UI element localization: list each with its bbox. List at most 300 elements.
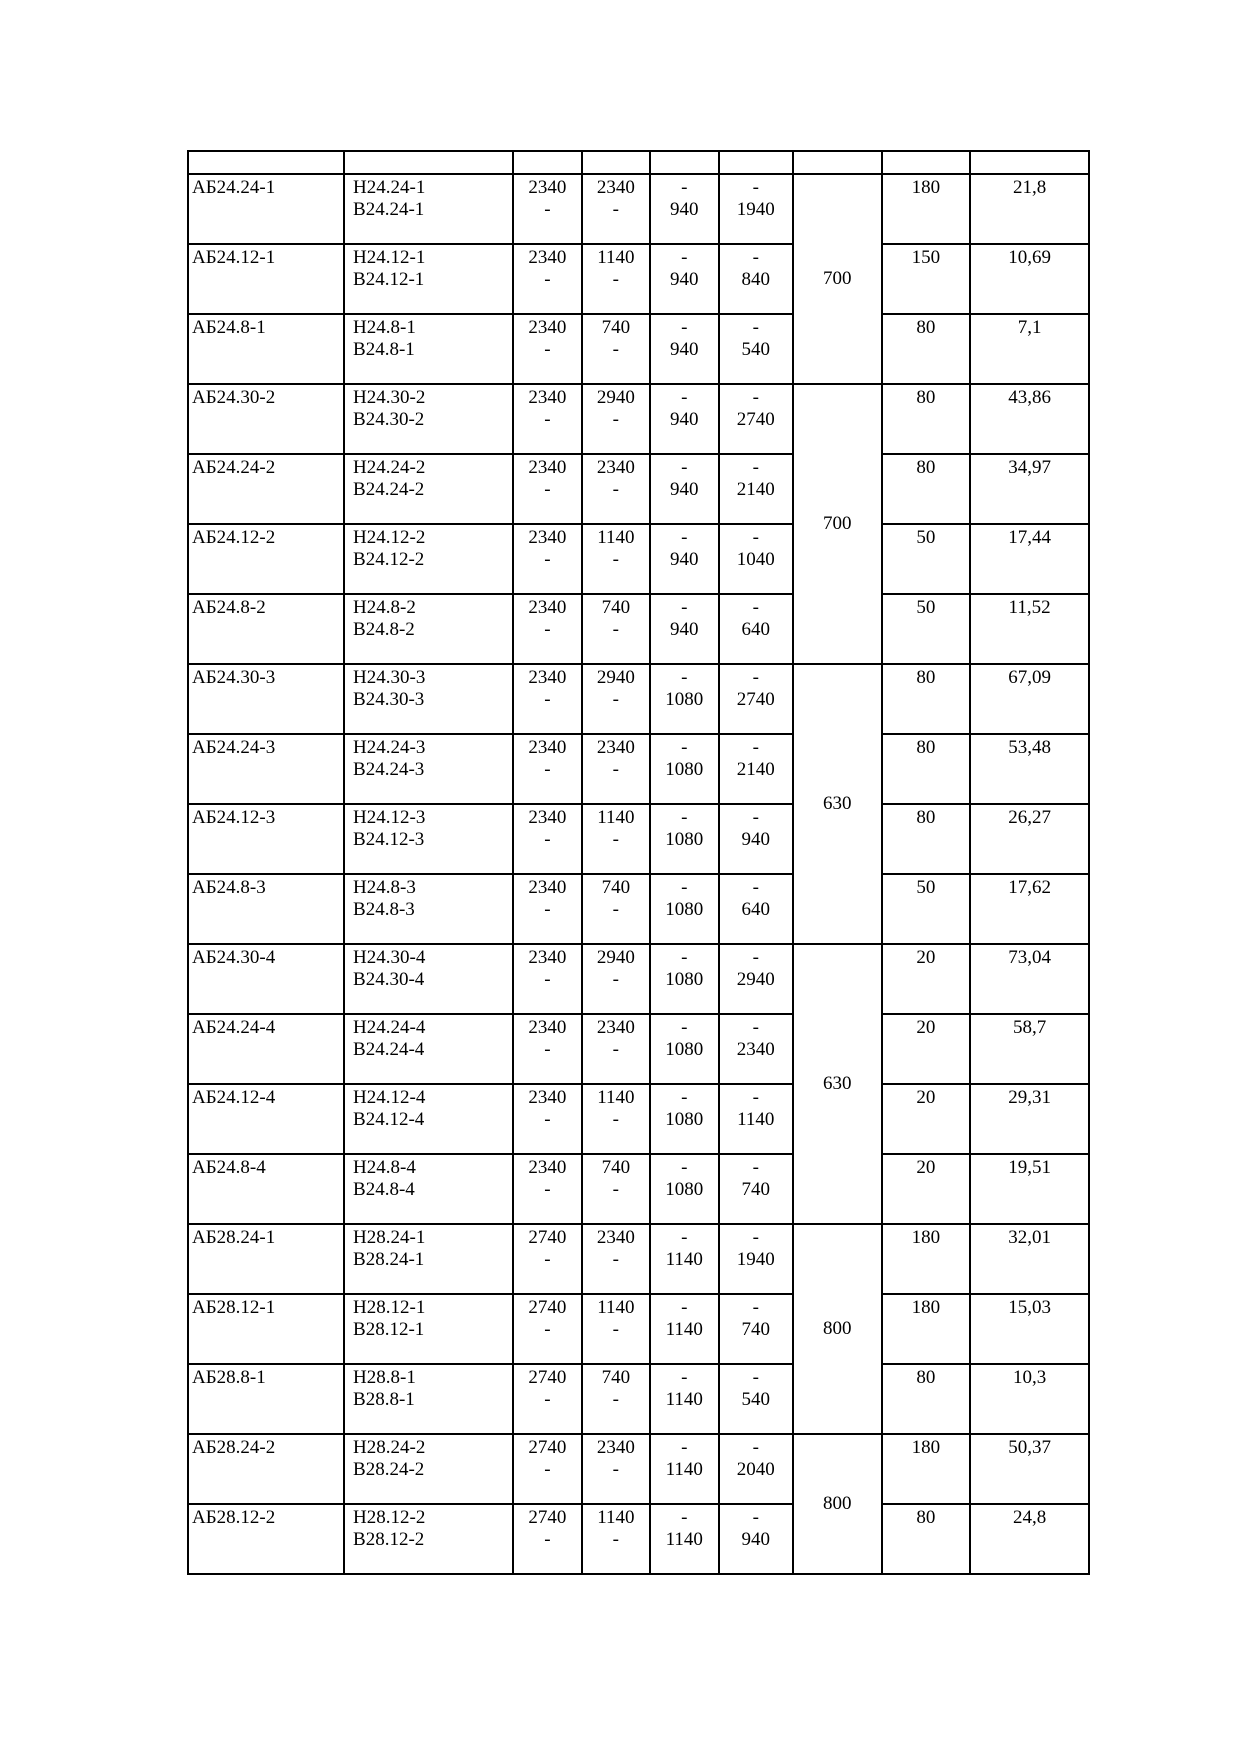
dash-mark: - bbox=[681, 1437, 688, 1458]
table-body bbox=[188, 151, 1089, 1574]
quantity-value: 80 bbox=[916, 807, 936, 828]
dimension-cell-c bbox=[650, 1014, 718, 1084]
dimension-cell-d bbox=[719, 1294, 793, 1364]
quantity-cell bbox=[882, 1084, 971, 1154]
upper-part-code: В24.24-4 bbox=[353, 1039, 425, 1060]
product-code: АБ24.8-4 bbox=[192, 1157, 266, 1178]
lower-part-code: Н24.12-4 bbox=[353, 1087, 426, 1108]
mass-cell bbox=[970, 664, 1089, 734]
quantity-cell bbox=[882, 1294, 971, 1364]
mass-value: 67,09 bbox=[1008, 667, 1051, 688]
lower-part-code: Н24.24-4 bbox=[353, 1017, 426, 1038]
product-code: АБ28.12-2 bbox=[192, 1507, 276, 1528]
product-code-cell bbox=[188, 1504, 344, 1574]
dash-mark: - bbox=[612, 689, 619, 710]
dash-mark: - bbox=[681, 387, 688, 408]
upper-part-code: В24.30-2 bbox=[353, 409, 425, 430]
mass-value: 32,01 bbox=[1008, 1227, 1051, 1248]
dash-mark: - bbox=[681, 1507, 688, 1528]
upper-part-code: В24.24-1 bbox=[353, 199, 425, 220]
dash-mark: - bbox=[544, 339, 551, 360]
product-code-cell bbox=[188, 1294, 344, 1364]
header-cell bbox=[188, 151, 344, 174]
mass-value: 19,51 bbox=[1008, 1157, 1051, 1178]
dimension-value: 2340 bbox=[596, 177, 635, 198]
group-value: 700 bbox=[823, 268, 852, 289]
product-code: АБ24.12-2 bbox=[192, 527, 276, 548]
dash-mark: - bbox=[681, 737, 688, 758]
product-code: АБ24.8-2 bbox=[192, 597, 266, 618]
dimension-cell-b bbox=[582, 1014, 650, 1084]
dash-mark: - bbox=[544, 1179, 551, 1200]
dimension-cell-b bbox=[582, 1084, 650, 1154]
mass-cell bbox=[970, 1364, 1089, 1434]
dimension-cell-c bbox=[650, 1224, 718, 1294]
dimension-cell-a bbox=[513, 1504, 581, 1574]
dimension-value: 2340 bbox=[528, 667, 567, 688]
dash-mark: - bbox=[544, 689, 551, 710]
dimension-cell-d bbox=[719, 314, 793, 384]
dash-mark: - bbox=[681, 597, 688, 618]
dimension-value: 1080 bbox=[665, 899, 704, 920]
upper-part-code: В24.8-3 bbox=[353, 899, 415, 920]
group-value-cell bbox=[793, 664, 882, 944]
dimension-value: 640 bbox=[741, 619, 770, 640]
table-row bbox=[188, 1224, 1089, 1294]
dimension-value: 1140 bbox=[665, 1459, 703, 1480]
mass-cell bbox=[970, 1084, 1089, 1154]
dimension-cell-d bbox=[719, 1224, 793, 1294]
components-cell bbox=[344, 454, 513, 524]
dimension-cell-d bbox=[719, 524, 793, 594]
header-cell bbox=[344, 151, 513, 174]
dimension-value: 2740 bbox=[528, 1367, 567, 1388]
product-code: АБ24.24-1 bbox=[192, 177, 276, 198]
dimension-cell-d bbox=[719, 734, 793, 804]
dimension-cell-b bbox=[582, 244, 650, 314]
dash-mark: - bbox=[752, 177, 759, 198]
dash-mark: - bbox=[681, 1297, 688, 1318]
quantity-value: 80 bbox=[916, 457, 936, 478]
dash-mark: - bbox=[681, 1017, 688, 1038]
product-code-cell bbox=[188, 594, 344, 664]
dimension-value: 2340 bbox=[528, 1017, 567, 1038]
upper-part-code: В28.24-2 bbox=[353, 1459, 425, 1480]
dimension-cell-a bbox=[513, 1224, 581, 1294]
quantity-value: 20 bbox=[916, 1087, 936, 1108]
dimension-value: 940 bbox=[670, 199, 699, 220]
quantity-value: 80 bbox=[916, 667, 936, 688]
product-code-cell bbox=[188, 454, 344, 524]
dimension-value: 2940 bbox=[596, 387, 635, 408]
product-code: АБ28.8-1 bbox=[192, 1367, 266, 1388]
dimension-value: 1140 bbox=[597, 247, 635, 268]
dimension-value: 1140 bbox=[597, 527, 635, 548]
mass-value: 53,48 bbox=[1008, 737, 1051, 758]
dash-mark: - bbox=[544, 199, 551, 220]
dash-mark: - bbox=[681, 1087, 688, 1108]
quantity-value: 80 bbox=[916, 387, 936, 408]
mass-value: 15,03 bbox=[1008, 1297, 1051, 1318]
dimension-cell-d bbox=[719, 874, 793, 944]
dimension-value: 1080 bbox=[665, 829, 704, 850]
upper-part-code: В24.30-3 bbox=[353, 689, 425, 710]
dash-mark: - bbox=[544, 759, 551, 780]
mass-value: 26,27 bbox=[1008, 807, 1051, 828]
dimension-value: 2340 bbox=[528, 807, 567, 828]
product-code-cell bbox=[188, 944, 344, 1014]
dash-mark: - bbox=[681, 247, 688, 268]
dimension-cell-b bbox=[582, 944, 650, 1014]
dash-mark: - bbox=[612, 1529, 619, 1550]
components-cell bbox=[344, 804, 513, 874]
dimension-value: 1080 bbox=[665, 759, 704, 780]
quantity-cell bbox=[882, 1434, 971, 1504]
mass-cell bbox=[970, 874, 1089, 944]
dash-mark: - bbox=[612, 269, 619, 290]
product-code: АБ24.30-2 bbox=[192, 387, 276, 408]
table-row bbox=[188, 244, 1089, 314]
dimension-value: 2340 bbox=[528, 527, 567, 548]
dash-mark: - bbox=[544, 1319, 551, 1340]
dimension-cell-d bbox=[719, 944, 793, 1014]
dimension-cell-d bbox=[719, 1154, 793, 1224]
group-value: 800 bbox=[823, 1493, 852, 1514]
dimension-value: 640 bbox=[741, 899, 770, 920]
dimension-cell-a bbox=[513, 594, 581, 664]
product-code-cell bbox=[188, 174, 344, 244]
group-value-cell bbox=[793, 1434, 882, 1574]
dimension-cell-a bbox=[513, 314, 581, 384]
components-cell bbox=[344, 524, 513, 594]
table-row bbox=[188, 314, 1089, 384]
dimension-cell-c bbox=[650, 454, 718, 524]
mass-cell bbox=[970, 1294, 1089, 1364]
components-cell bbox=[344, 1434, 513, 1504]
dimension-value: 2340 bbox=[528, 877, 567, 898]
mass-cell bbox=[970, 944, 1089, 1014]
product-code: АБ24.12-3 bbox=[192, 807, 276, 828]
group-value: 630 bbox=[823, 793, 852, 814]
dimension-value: 2740 bbox=[736, 409, 775, 430]
dimension-value: 2340 bbox=[528, 947, 567, 968]
mass-cell bbox=[970, 1224, 1089, 1294]
group-value-cell bbox=[793, 384, 882, 664]
dimension-cell-b bbox=[582, 1294, 650, 1364]
product-code: АБ28.24-2 bbox=[192, 1437, 276, 1458]
header-cell bbox=[719, 151, 793, 174]
quantity-cell bbox=[882, 1154, 971, 1224]
mass-cell bbox=[970, 1154, 1089, 1224]
dash-mark: - bbox=[752, 317, 759, 338]
product-code: АБ24.30-3 bbox=[192, 667, 276, 688]
dimension-cell-d bbox=[719, 804, 793, 874]
dimension-value: 840 bbox=[741, 269, 770, 290]
table-row bbox=[188, 734, 1089, 804]
upper-part-code: В24.12-4 bbox=[353, 1109, 425, 1130]
dash-mark: - bbox=[612, 1109, 619, 1130]
header-row bbox=[188, 151, 1089, 174]
product-code-cell bbox=[188, 384, 344, 454]
dimension-cell-b bbox=[582, 734, 650, 804]
mass-value: 34,97 bbox=[1008, 457, 1051, 478]
dimension-value: 1080 bbox=[665, 1109, 704, 1130]
dimension-cell-c bbox=[650, 1364, 718, 1434]
dimension-cell-a bbox=[513, 1434, 581, 1504]
upper-part-code: В24.12-3 bbox=[353, 829, 425, 850]
upper-part-code: В24.8-2 bbox=[353, 619, 415, 640]
dimension-cell-a bbox=[513, 524, 581, 594]
dimension-cell-d bbox=[719, 454, 793, 524]
mass-cell bbox=[970, 734, 1089, 804]
components-cell bbox=[344, 384, 513, 454]
dimension-cell-b bbox=[582, 1434, 650, 1504]
header-cell bbox=[513, 151, 581, 174]
product-code-cell bbox=[188, 244, 344, 314]
dimension-cell-c bbox=[650, 594, 718, 664]
dimension-cell-c bbox=[650, 244, 718, 314]
components-cell bbox=[344, 1504, 513, 1574]
dimension-cell-b bbox=[582, 174, 650, 244]
quantity-cell bbox=[882, 384, 971, 454]
dimension-cell-c bbox=[650, 944, 718, 1014]
dash-mark: - bbox=[612, 899, 619, 920]
dimension-cell-a bbox=[513, 1084, 581, 1154]
product-code-cell bbox=[188, 1154, 344, 1224]
mass-cell bbox=[970, 1014, 1089, 1084]
dash-mark: - bbox=[544, 1109, 551, 1130]
dash-mark: - bbox=[544, 899, 551, 920]
quantity-cell bbox=[882, 1364, 971, 1434]
lower-part-code: Н24.12-2 bbox=[353, 527, 426, 548]
dimension-cell-d bbox=[719, 1014, 793, 1084]
components-cell bbox=[344, 874, 513, 944]
dimension-value: 2340 bbox=[528, 457, 567, 478]
upper-part-code: В24.12-1 bbox=[353, 269, 425, 290]
dash-mark: - bbox=[612, 1249, 619, 1270]
dash-mark: - bbox=[752, 247, 759, 268]
dimension-cell-a bbox=[513, 174, 581, 244]
product-code-cell bbox=[188, 1014, 344, 1084]
dimension-cell-c bbox=[650, 874, 718, 944]
quantity-cell bbox=[882, 874, 971, 944]
lower-part-code: Н24.8-2 bbox=[353, 597, 416, 618]
product-code-cell bbox=[188, 804, 344, 874]
dimension-value: 740 bbox=[601, 1367, 631, 1388]
dash-mark: - bbox=[544, 409, 551, 430]
quantity-cell bbox=[882, 244, 971, 314]
quantity-value: 150 bbox=[911, 247, 941, 268]
dimension-cell-a bbox=[513, 244, 581, 314]
dash-mark: - bbox=[612, 479, 619, 500]
dimension-cell-c bbox=[650, 1294, 718, 1364]
dimension-value: 940 bbox=[741, 829, 770, 850]
table-row bbox=[188, 524, 1089, 594]
quantity-cell bbox=[882, 1014, 971, 1084]
dimension-cell-d bbox=[719, 174, 793, 244]
dash-mark: - bbox=[681, 177, 688, 198]
dimension-value: 1040 bbox=[736, 549, 775, 570]
lower-part-code: Н28.12-1 bbox=[353, 1297, 426, 1318]
dimension-cell-a bbox=[513, 944, 581, 1014]
dimension-cell-c bbox=[650, 804, 718, 874]
product-code: АБ24.30-4 bbox=[192, 947, 276, 968]
dash-mark: - bbox=[752, 1367, 759, 1388]
components-cell bbox=[344, 1364, 513, 1434]
header-cell bbox=[970, 151, 1089, 174]
upper-part-code: В24.8-1 bbox=[353, 339, 415, 360]
dash-mark: - bbox=[681, 1227, 688, 1248]
quantity-value: 180 bbox=[911, 1227, 941, 1248]
mass-value: 43,86 bbox=[1008, 387, 1051, 408]
lower-part-code: Н24.12-1 bbox=[353, 247, 426, 268]
mass-cell bbox=[970, 594, 1089, 664]
lower-part-code: Н28.24-1 bbox=[353, 1227, 426, 1248]
dimension-cell-d bbox=[719, 594, 793, 664]
dash-mark: - bbox=[752, 1507, 759, 1528]
table-row bbox=[188, 384, 1089, 454]
dash-mark: - bbox=[681, 877, 688, 898]
dimension-value: 1080 bbox=[665, 1179, 704, 1200]
components-cell bbox=[344, 734, 513, 804]
mass-cell bbox=[970, 244, 1089, 314]
dimension-value: 740 bbox=[601, 597, 631, 618]
mass-value: 73,04 bbox=[1008, 947, 1051, 968]
dimension-cell-a bbox=[513, 804, 581, 874]
dimension-value: 2140 bbox=[736, 479, 775, 500]
dimension-value: 2340 bbox=[596, 1437, 635, 1458]
dimension-cell-c bbox=[650, 524, 718, 594]
table-row bbox=[188, 874, 1089, 944]
quantity-cell bbox=[882, 664, 971, 734]
dimension-value: 1140 bbox=[597, 1297, 635, 1318]
product-code-cell bbox=[188, 1084, 344, 1154]
lower-part-code: Н24.8-4 bbox=[353, 1157, 416, 1178]
dimension-cell-d bbox=[719, 1434, 793, 1504]
dimension-value: 2740 bbox=[528, 1507, 567, 1528]
dimension-value: 940 bbox=[670, 549, 699, 570]
dimension-value: 1140 bbox=[597, 1507, 635, 1528]
dash-mark: - bbox=[544, 1459, 551, 1480]
product-code-cell bbox=[188, 314, 344, 384]
mass-cell bbox=[970, 804, 1089, 874]
product-code-cell bbox=[188, 874, 344, 944]
lower-part-code: Н28.24-2 bbox=[353, 1437, 426, 1458]
dimension-value: 1140 bbox=[665, 1319, 703, 1340]
quantity-value: 180 bbox=[911, 177, 941, 198]
dimension-cell-b bbox=[582, 524, 650, 594]
dimension-cell-b bbox=[582, 664, 650, 734]
lower-part-code: Н24.24-2 bbox=[353, 457, 426, 478]
dash-mark: - bbox=[752, 1437, 759, 1458]
dash-mark: - bbox=[752, 1227, 759, 1248]
dimension-value: 1080 bbox=[665, 689, 704, 710]
mass-value: 10,3 bbox=[1012, 1367, 1047, 1388]
quantity-value: 80 bbox=[916, 737, 936, 758]
dimension-cell-c bbox=[650, 1504, 718, 1574]
mass-value: 58,7 bbox=[1012, 1017, 1047, 1038]
dash-mark: - bbox=[612, 199, 619, 220]
dimension-value: 740 bbox=[741, 1179, 770, 1200]
dash-mark: - bbox=[612, 829, 619, 850]
mass-value: 17,62 bbox=[1008, 877, 1051, 898]
dimension-cell-d bbox=[719, 1364, 793, 1434]
dimension-cell-c bbox=[650, 314, 718, 384]
dimension-value: 740 bbox=[601, 1157, 631, 1178]
dash-mark: - bbox=[544, 1249, 551, 1270]
dimension-cell-a bbox=[513, 1014, 581, 1084]
dash-mark: - bbox=[681, 527, 688, 548]
components-cell bbox=[344, 174, 513, 244]
dash-mark: - bbox=[681, 1157, 688, 1178]
dimension-value: 940 bbox=[670, 269, 699, 290]
mass-value: 24,8 bbox=[1012, 1507, 1047, 1528]
dash-mark: - bbox=[681, 317, 688, 338]
dimension-cell-b bbox=[582, 1154, 650, 1224]
quantity-value: 50 bbox=[916, 877, 936, 898]
group-value: 800 bbox=[823, 1318, 852, 1339]
header-cell bbox=[793, 151, 882, 174]
components-cell bbox=[344, 1224, 513, 1294]
dimension-value: 2940 bbox=[596, 947, 635, 968]
table-row bbox=[188, 1294, 1089, 1364]
dash-mark: - bbox=[612, 409, 619, 430]
dimension-value: 2740 bbox=[736, 689, 775, 710]
dimension-value: 1940 bbox=[736, 1249, 775, 1270]
dimension-cell-c bbox=[650, 664, 718, 734]
dash-mark: - bbox=[544, 619, 551, 640]
product-code: АБ24.24-4 bbox=[192, 1017, 276, 1038]
quantity-value: 20 bbox=[916, 1157, 936, 1178]
table-row bbox=[188, 594, 1089, 664]
product-code-cell bbox=[188, 1364, 344, 1434]
dash-mark: - bbox=[544, 1039, 551, 1060]
mass-cell bbox=[970, 314, 1089, 384]
dash-mark: - bbox=[752, 877, 759, 898]
dimension-cell-c bbox=[650, 734, 718, 804]
dash-mark: - bbox=[544, 1389, 551, 1410]
quantity-value: 180 bbox=[911, 1437, 941, 1458]
quantity-value: 80 bbox=[916, 1507, 936, 1528]
dimension-cell-a bbox=[513, 1364, 581, 1434]
dash-mark: - bbox=[681, 1367, 688, 1388]
dash-mark: - bbox=[752, 527, 759, 548]
dimension-cell-b bbox=[582, 804, 650, 874]
product-code: АБ28.12-1 bbox=[192, 1297, 276, 1318]
dimension-cell-d bbox=[719, 384, 793, 454]
mass-value: 21,8 bbox=[1012, 177, 1047, 198]
upper-part-code: В28.24-1 bbox=[353, 1249, 425, 1270]
dimension-value: 1140 bbox=[665, 1389, 703, 1410]
product-code-cell bbox=[188, 524, 344, 594]
dimension-value: 2340 bbox=[528, 387, 567, 408]
lower-part-code: Н24.30-4 bbox=[353, 947, 426, 968]
dimension-value: 1140 bbox=[597, 807, 635, 828]
dimension-cell-b bbox=[582, 1364, 650, 1434]
dimension-cell-a bbox=[513, 874, 581, 944]
dimension-value: 740 bbox=[601, 877, 631, 898]
quantity-value: 20 bbox=[916, 1017, 936, 1038]
dimension-cell-b bbox=[582, 1224, 650, 1294]
group-value-cell bbox=[793, 1224, 882, 1434]
table-row bbox=[188, 944, 1089, 1014]
quantity-cell bbox=[882, 734, 971, 804]
dimension-value: 2040 bbox=[736, 1459, 775, 1480]
quantity-cell bbox=[882, 944, 971, 1014]
dash-mark: - bbox=[681, 947, 688, 968]
quantity-cell bbox=[882, 1504, 971, 1574]
dimension-value: 2340 bbox=[528, 1087, 567, 1108]
